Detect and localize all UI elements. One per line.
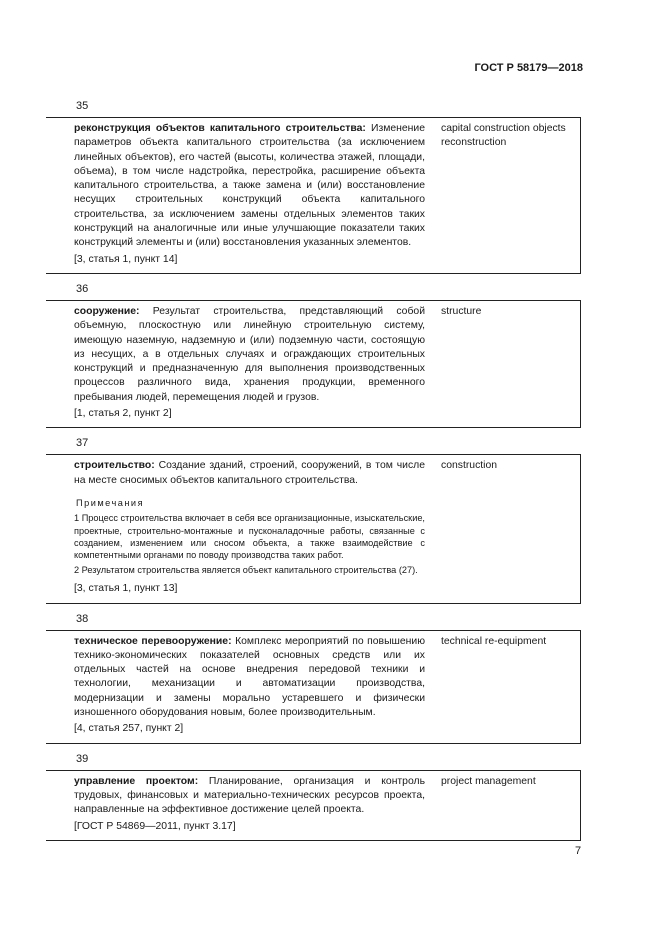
term: техническое перевооружение: xyxy=(74,635,232,647)
note-1: 1 Процесс строительства включает в себя все организационные, изыскательские, проектные, строительно-монтажные и пусконаладочные работы, связанные с созданием, изменением или сносом объекта, а также взаимодействие с компетентными органами по поводу производства таких работ. xyxy=(74,513,425,561)
term-definition-block xyxy=(46,771,433,840)
source-reference: [3, статья 1, пункт 13] xyxy=(74,583,178,595)
term-definition-block xyxy=(46,631,433,743)
page-number: 7 xyxy=(575,845,582,857)
term: реконструкция объектов капитального строительства: xyxy=(74,123,366,134)
term-entry xyxy=(46,630,581,744)
term-entry xyxy=(46,117,581,274)
english-equivalent: structure xyxy=(441,305,482,317)
source-reference: [1, статья 2, пункт 2] xyxy=(74,408,172,420)
note-2: 2 Результатом строительства является объект капитального строительства (27). xyxy=(74,564,418,575)
term-definition-block xyxy=(46,301,433,427)
entry-number: 39 xyxy=(76,752,89,765)
term: сооружение: xyxy=(74,305,140,317)
definition: Создание зданий, строений, сооружений, в том числе на месте сносимых объектов капитального строительства. xyxy=(74,460,425,486)
definition: Результат строительства, представляющий собой объемную, плоскостную или линейную строительную систему, имеющую наземную, надземную и (или) подземную части, состоящую из несущих, а в отдельных случаях и ограждающих строительных конструкций и предназначенную для выполнения производственных процессов различного вида, хранения продукции, временного пребывания людей, перемещения людей и грузов. xyxy=(74,305,425,403)
entry-number: 38 xyxy=(76,612,89,625)
term-entry xyxy=(46,770,581,841)
english-equivalent: technical re-equipment xyxy=(441,635,547,647)
document-id: ГОСТ Р 58179—2018 xyxy=(474,62,583,74)
source-reference: [ГОСТ Р 54869—2011, пункт 3.17] xyxy=(74,820,236,832)
term-definition-block xyxy=(46,455,433,602)
english-equivalent: capital construction objects reconstruction xyxy=(441,123,566,149)
definition: Комплекс мероприятий по повышению технико-экономических показателей основных средств или их отдельных частей на основе внедрения передовой техники и технологии, механизации и автоматизации производства, модернизации и замены морально устаревшего и физически изношенного оборудования новым, более производительным. xyxy=(74,635,425,719)
english-equivalent: project management xyxy=(441,775,536,787)
term-definition-block xyxy=(46,118,433,273)
definition: Планирование, организация и контроль трудовых, финансовых и материально-технических ресурсов проекта, направленные на эффективное достижение целей проекта. xyxy=(74,775,425,816)
term-entry xyxy=(46,454,581,603)
terms-list xyxy=(46,95,581,845)
term: управление проектом: xyxy=(74,775,199,787)
entry-number: 35 xyxy=(76,100,89,112)
source-reference: [4, статья 257, пункт 2] xyxy=(74,723,184,735)
entry-number: 36 xyxy=(76,282,89,295)
term-entry xyxy=(46,300,581,428)
notes-title: Примечания xyxy=(76,497,145,508)
entry-number: 37 xyxy=(76,437,89,450)
term: строительство: xyxy=(74,460,155,472)
source-reference: [3, статья 1, пункт 14] xyxy=(74,253,178,265)
english-equivalent: construction xyxy=(441,460,498,472)
definition: Изменение параметров объекта капитального строительства (за исключением линейных объектов), его частей (высоты, количества этажей, площади, объема), в том числе надстройка, перестройка, расширение объекта капитального строительства, а также замена и (или) восстановление несущих строительных конструкций объекта капитального строительства, за исключением замены отдельных элементов таких конструкций на аналогичные или иные улучшающие показатели таких конструкций элементы и (или) восстановления указанных элементов. xyxy=(74,123,425,249)
